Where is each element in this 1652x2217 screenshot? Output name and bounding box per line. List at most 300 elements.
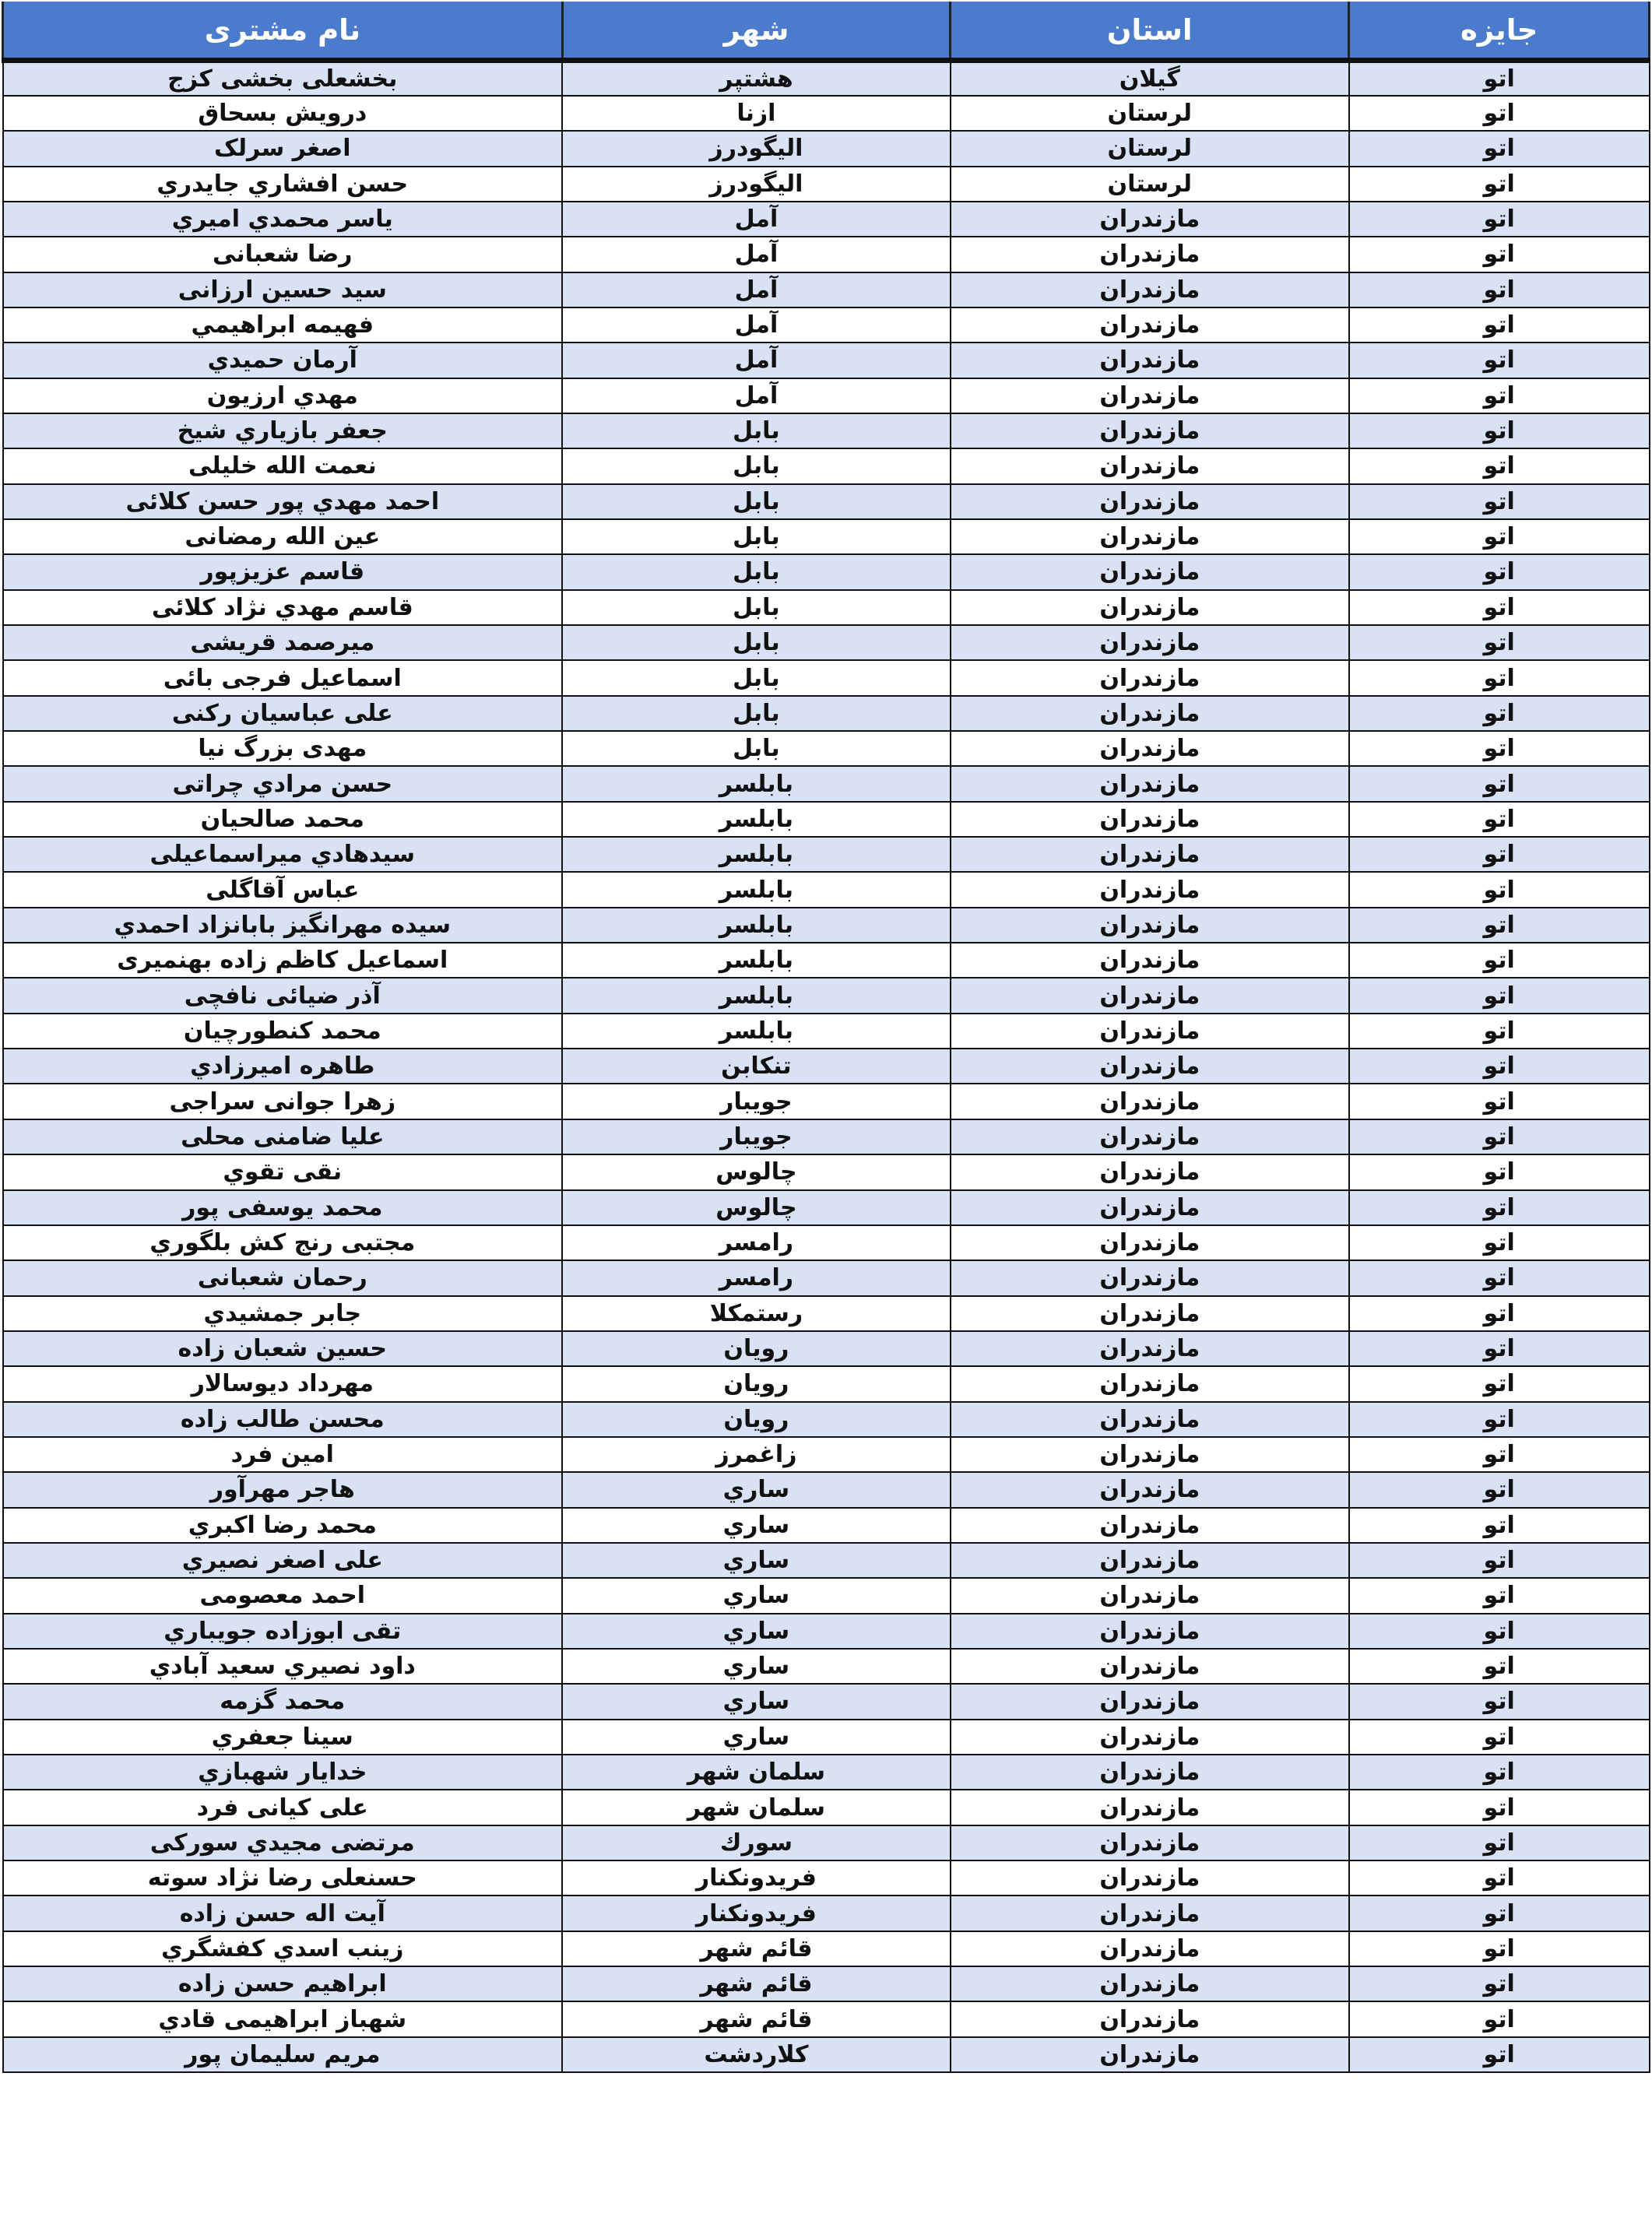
cell-name[interactable] <box>3 1790 563 1825</box>
cell-prize[interactable] <box>1349 1649 1650 1684</box>
cell-province-text: مازندران <box>1099 1052 1200 1080</box>
table-row <box>3 1366 1650 1401</box>
cell-name-text: علی اصغر نصيري <box>181 1547 383 1575</box>
table-row <box>3 202 1650 237</box>
cell-city[interactable] <box>562 1119 951 1154</box>
table-row <box>3 943 1650 978</box>
cell-prize[interactable] <box>1349 978 1650 1013</box>
cell-province[interactable] <box>951 1014 1349 1049</box>
cell-prize[interactable] <box>1349 731 1650 766</box>
cell-province[interactable] <box>951 1931 1349 1966</box>
cell-prize[interactable] <box>1349 1014 1650 1049</box>
header-city[interactable] <box>562 2 951 61</box>
cell-prize[interactable] <box>1349 660 1650 695</box>
cell-city[interactable] <box>562 1790 951 1825</box>
header-province[interactable] <box>951 2 1349 61</box>
cell-prize[interactable] <box>1349 1154 1650 1189</box>
cell-prize-text: اتو <box>1483 1123 1515 1151</box>
cell-city[interactable] <box>562 1402 951 1437</box>
cell-name[interactable] <box>3 1543 563 1578</box>
cell-province-text: مازندران <box>1099 947 1200 975</box>
cell-prize[interactable] <box>1349 484 1650 519</box>
cell-city[interactable] <box>562 237 951 272</box>
cell-name[interactable] <box>3 590 563 625</box>
cell-city-text: اليگودرز <box>709 135 803 163</box>
cell-name[interactable] <box>3 1049 563 1084</box>
cell-province[interactable] <box>951 1049 1349 1084</box>
cell-city[interactable] <box>562 802 951 837</box>
cell-name[interactable] <box>3 802 563 837</box>
cell-prize[interactable] <box>1349 1296 1650 1331</box>
cell-city[interactable] <box>562 1825 951 1860</box>
cell-province[interactable] <box>951 519 1349 554</box>
cell-name[interactable] <box>3 978 563 1013</box>
cell-province[interactable] <box>951 1825 1349 1860</box>
cell-city[interactable] <box>562 731 951 766</box>
cell-city-text: بابلسر <box>719 805 794 833</box>
cell-city-text: ساري <box>722 1511 790 1539</box>
cell-name[interactable] <box>3 1366 563 1401</box>
cell-province-text: مازندران <box>1099 1087 1200 1116</box>
cell-province[interactable] <box>951 660 1349 695</box>
cell-city[interactable] <box>562 625 951 660</box>
cell-province-text: مازندران <box>1099 206 1200 234</box>
cell-prize[interactable] <box>1349 554 1650 589</box>
cell-name[interactable] <box>3 837 563 872</box>
cell-province-text: مازندران <box>1099 982 1200 1010</box>
cell-city-text: فريدونکنار <box>695 1899 817 1927</box>
cell-prize[interactable] <box>1349 167 1650 202</box>
cell-name[interactable] <box>3 1578 563 1613</box>
cell-province[interactable] <box>951 1154 1349 1189</box>
cell-name[interactable] <box>3 766 563 801</box>
cell-prize[interactable] <box>1349 908 1650 943</box>
cell-prize-text: اتو <box>1483 1829 1515 1857</box>
cell-prize[interactable] <box>1349 837 1650 872</box>
cell-prize[interactable] <box>1349 1366 1650 1401</box>
cell-name[interactable] <box>3 554 563 589</box>
table-row <box>3 307 1650 343</box>
cell-prize-text: اتو <box>1483 1405 1515 1433</box>
cell-province[interactable] <box>951 1720 1349 1755</box>
cell-prize[interactable] <box>1349 1755 1650 1790</box>
cell-prize-text: اتو <box>1483 523 1515 551</box>
cell-name[interactable] <box>3 1614 563 1649</box>
cell-name-text: امين فرد <box>230 1441 334 1469</box>
cell-city[interactable] <box>562 1190 951 1225</box>
cell-province-text: مازندران <box>1099 487 1200 515</box>
header-prize[interactable] <box>1349 2 1650 61</box>
cell-prize-text: اتو <box>1483 558 1515 586</box>
cell-name[interactable] <box>3 1508 563 1543</box>
cell-province[interactable] <box>951 1437 1349 1472</box>
cell-province[interactable] <box>951 1790 1349 1825</box>
cell-city[interactable] <box>562 1366 951 1401</box>
cell-prize[interactable] <box>1349 519 1650 554</box>
cell-prize[interactable] <box>1349 343 1650 378</box>
cell-name[interactable] <box>3 660 563 695</box>
cell-prize-text: اتو <box>1483 876 1515 904</box>
cell-city[interactable] <box>562 2037 951 2072</box>
cell-city[interactable] <box>562 908 951 943</box>
cell-province[interactable] <box>951 378 1349 413</box>
cell-name[interactable] <box>3 1825 563 1860</box>
cell-prize[interactable] <box>1349 1720 1650 1755</box>
cell-city[interactable] <box>562 1578 951 1613</box>
cell-city[interactable] <box>562 1966 951 2001</box>
cell-prize[interactable] <box>1349 61 1650 96</box>
cell-city[interactable] <box>562 978 951 1013</box>
cell-name-text: هاجر مهرآور <box>209 1476 355 1504</box>
cell-name[interactable] <box>3 1860 563 1896</box>
cell-prize-text: اتو <box>1483 346 1515 374</box>
cell-name-text: سيده مهرانگيز بابانزاد احمدي <box>114 911 452 939</box>
cell-name[interactable] <box>3 167 563 202</box>
table-row <box>3 1119 1650 1154</box>
cell-prize[interactable] <box>1349 2001 1650 2036</box>
cell-name-text: نقی تقوي <box>223 1158 343 1186</box>
cell-city[interactable] <box>562 1543 951 1578</box>
cell-province[interactable] <box>951 1260 1349 1295</box>
cell-province[interactable] <box>951 802 1349 837</box>
cell-city[interactable] <box>562 484 951 519</box>
cell-province[interactable] <box>951 272 1349 307</box>
cell-city[interactable] <box>562 131 951 166</box>
cell-prize[interactable] <box>1349 378 1650 413</box>
cell-city[interactable] <box>562 96 951 131</box>
cell-name[interactable] <box>3 1190 563 1225</box>
cell-city[interactable] <box>562 660 951 695</box>
cell-city-text: اليگودرز <box>709 170 803 198</box>
cell-province[interactable] <box>951 1578 1349 1613</box>
cell-name[interactable] <box>3 1331 563 1366</box>
cell-province-text: مازندران <box>1099 1229 1200 1257</box>
cell-province[interactable] <box>951 1296 1349 1331</box>
cell-name[interactable] <box>3 519 563 554</box>
cell-city[interactable] <box>562 519 951 554</box>
cell-province[interactable] <box>951 343 1349 378</box>
cell-name[interactable] <box>3 1296 563 1331</box>
cell-name-text: ابراهيم حسن زاده <box>178 1970 387 1998</box>
cell-name-text: محمد گزمه <box>220 1688 346 1716</box>
cell-city[interactable] <box>562 2001 951 2036</box>
cell-city[interactable] <box>562 1154 951 1189</box>
cell-prize[interactable] <box>1349 237 1650 272</box>
cell-city[interactable] <box>562 448 951 483</box>
cell-prize[interactable] <box>1349 1331 1650 1366</box>
cell-city[interactable] <box>562 1472 951 1507</box>
cell-province[interactable] <box>951 1649 1349 1684</box>
cell-prize[interactable] <box>1349 272 1650 307</box>
cell-prize[interactable] <box>1349 1225 1650 1260</box>
cell-prize[interactable] <box>1349 1825 1650 1860</box>
cell-city[interactable] <box>562 554 951 589</box>
cell-province[interactable] <box>951 1119 1349 1154</box>
cell-province[interactable] <box>951 1190 1349 1225</box>
cell-prize[interactable] <box>1349 1614 1650 1649</box>
cell-city[interactable] <box>562 1331 951 1366</box>
table-row <box>3 802 1650 837</box>
table-row <box>3 2037 1650 2072</box>
table-row <box>3 1720 1650 1755</box>
cell-name[interactable] <box>3 307 563 343</box>
cell-city[interactable] <box>562 167 951 202</box>
cell-province[interactable] <box>951 2037 1349 2072</box>
cell-name[interactable] <box>3 1896 563 1931</box>
cell-city[interactable] <box>562 272 951 307</box>
cell-city-text: بابل <box>733 699 780 727</box>
cell-prize[interactable] <box>1349 696 1650 731</box>
cell-city[interactable] <box>562 1014 951 1049</box>
cell-name-text: مجتبی رنج کش بلگوري <box>149 1229 416 1257</box>
cell-prize[interactable] <box>1349 1437 1650 1472</box>
cell-city[interactable] <box>562 590 951 625</box>
cell-name[interactable] <box>3 1014 563 1049</box>
cell-province-text: مازندران <box>1099 346 1200 374</box>
cell-city[interactable] <box>562 307 951 343</box>
cell-prize[interactable] <box>1349 1860 1650 1896</box>
cell-name[interactable] <box>3 131 563 166</box>
cell-province[interactable] <box>951 1402 1349 1437</box>
cell-name-text: قاسم عزيزپور <box>200 558 365 586</box>
cell-name[interactable] <box>3 1437 563 1472</box>
cell-name[interactable] <box>3 2001 563 2036</box>
cell-prize[interactable] <box>1349 1402 1650 1437</box>
cell-name[interactable] <box>3 448 563 483</box>
cell-prize[interactable] <box>1349 96 1650 131</box>
cell-prize[interactable] <box>1349 1472 1650 1507</box>
cell-name[interactable] <box>3 1720 563 1755</box>
cell-prize-text: اتو <box>1483 381 1515 409</box>
cell-province[interactable] <box>951 131 1349 166</box>
cell-city-text: چالوس <box>715 1193 797 1221</box>
cell-city[interactable] <box>562 1296 951 1331</box>
cell-prize[interactable] <box>1349 872 1650 907</box>
cell-name[interactable] <box>3 1225 563 1260</box>
cell-name[interactable] <box>3 943 563 978</box>
cell-name[interactable] <box>3 378 563 413</box>
cell-province[interactable] <box>951 202 1349 237</box>
cell-city[interactable] <box>562 696 951 731</box>
table-row <box>3 1508 1650 1543</box>
cell-prize[interactable] <box>1349 1931 1650 1966</box>
cell-province[interactable] <box>951 731 1349 766</box>
cell-name[interactable] <box>3 1931 563 1966</box>
cell-prize[interactable] <box>1349 1190 1650 1225</box>
table-row <box>3 1437 1650 1472</box>
cell-city-text: رويان <box>723 1370 789 1398</box>
cell-province[interactable] <box>951 1966 1349 2001</box>
cell-province[interactable] <box>951 625 1349 660</box>
table-row <box>3 1931 1650 1966</box>
cell-province[interactable] <box>951 448 1349 483</box>
cell-province-text: مازندران <box>1099 911 1200 939</box>
cell-province[interactable] <box>951 1684 1349 1719</box>
cell-prize[interactable] <box>1349 1119 1650 1154</box>
cell-province[interactable] <box>951 1755 1349 1790</box>
cell-prize[interactable] <box>1349 1260 1650 1295</box>
header-prize-label: جایزه <box>1460 12 1538 47</box>
cell-name[interactable] <box>3 343 563 378</box>
cell-city[interactable] <box>562 202 951 237</box>
cell-prize-text: اتو <box>1483 206 1515 234</box>
cell-name[interactable] <box>3 61 563 96</box>
cell-province[interactable] <box>951 696 1349 731</box>
cell-name[interactable] <box>3 413 563 448</box>
cell-name[interactable] <box>3 1402 563 1437</box>
cell-city[interactable] <box>562 1084 951 1119</box>
table-row <box>3 978 1650 1013</box>
cell-city[interactable] <box>562 1260 951 1295</box>
cell-city[interactable] <box>562 413 951 448</box>
cell-province[interactable] <box>951 1508 1349 1543</box>
cell-province[interactable] <box>951 1896 1349 1931</box>
cell-province[interactable] <box>951 908 1349 943</box>
cell-prize[interactable] <box>1349 1790 1650 1825</box>
cell-province-text: مازندران <box>1099 452 1200 480</box>
cell-city[interactable] <box>562 1049 951 1084</box>
table-row <box>3 1402 1650 1437</box>
cell-city[interactable] <box>562 1508 951 1543</box>
cell-city-text: بابل <box>733 452 780 480</box>
cell-name[interactable] <box>3 625 563 660</box>
cell-city[interactable] <box>562 1755 951 1790</box>
cell-city-text: آمل <box>734 381 779 409</box>
cell-name[interactable] <box>3 484 563 519</box>
cell-name[interactable] <box>3 2037 563 2072</box>
cell-province-text: مازندران <box>1099 1370 1200 1398</box>
cell-name[interactable] <box>3 237 563 272</box>
cell-city[interactable] <box>562 1614 951 1649</box>
cell-name-text: مهدی بزرگ نيا <box>198 735 367 763</box>
cell-city[interactable] <box>562 1896 951 1931</box>
cell-prize-text: اتو <box>1483 699 1515 727</box>
cell-prize[interactable] <box>1349 625 1650 660</box>
cell-name-text: سينا جعفري <box>211 1723 353 1751</box>
cell-province[interactable] <box>951 167 1349 202</box>
cell-city[interactable] <box>562 1684 951 1719</box>
cell-prize[interactable] <box>1349 2037 1650 2072</box>
cell-province[interactable] <box>951 96 1349 131</box>
cell-city[interactable] <box>562 378 951 413</box>
cell-name[interactable] <box>3 731 563 766</box>
cell-province[interactable] <box>951 766 1349 801</box>
cell-province[interactable] <box>951 61 1349 96</box>
cell-city[interactable] <box>562 1720 951 1755</box>
cell-province[interactable] <box>951 1472 1349 1507</box>
cell-name[interactable] <box>3 96 563 131</box>
cell-city-text: بابلسر <box>719 982 794 1010</box>
cell-province[interactable] <box>951 978 1349 1013</box>
cell-prize-text: اتو <box>1483 770 1515 798</box>
cell-prize[interactable] <box>1349 1049 1650 1084</box>
cell-province[interactable] <box>951 872 1349 907</box>
cell-province[interactable] <box>951 1543 1349 1578</box>
cell-city[interactable] <box>562 766 951 801</box>
cell-prize[interactable] <box>1349 1896 1650 1931</box>
cell-prize-text: اتو <box>1483 1017 1515 1045</box>
cell-prize[interactable] <box>1349 1966 1650 2001</box>
cell-city[interactable] <box>562 943 951 978</box>
cell-province[interactable] <box>951 1084 1349 1119</box>
cell-city[interactable] <box>562 1649 951 1684</box>
cell-prize[interactable] <box>1349 1684 1650 1719</box>
cell-prize[interactable] <box>1349 131 1650 166</box>
cell-prize[interactable] <box>1349 802 1650 837</box>
cell-name[interactable] <box>3 1966 563 2001</box>
cell-name[interactable] <box>3 202 563 237</box>
cell-name[interactable] <box>3 1649 563 1684</box>
cell-province[interactable] <box>951 413 1349 448</box>
cell-city[interactable] <box>562 61 951 96</box>
cell-prize[interactable] <box>1349 1508 1650 1543</box>
cell-name[interactable] <box>3 908 563 943</box>
cell-name[interactable] <box>3 872 563 907</box>
cell-prize[interactable] <box>1349 943 1650 978</box>
cell-province[interactable] <box>951 1225 1349 1260</box>
cell-city[interactable] <box>562 837 951 872</box>
cell-city-text: جويبار <box>720 1087 793 1116</box>
header-name[interactable] <box>3 2 563 61</box>
cell-name[interactable] <box>3 272 563 307</box>
table-row <box>3 237 1650 272</box>
cell-province[interactable] <box>951 307 1349 343</box>
cell-province[interactable] <box>951 1614 1349 1649</box>
table-row <box>3 1825 1650 1860</box>
cell-city[interactable] <box>562 1225 951 1260</box>
cell-name[interactable] <box>3 1119 563 1154</box>
cell-prize[interactable] <box>1349 590 1650 625</box>
cell-province[interactable] <box>951 590 1349 625</box>
cell-prize[interactable] <box>1349 448 1650 483</box>
cell-city[interactable] <box>562 1437 951 1472</box>
cell-province-text: مازندران <box>1099 558 1200 586</box>
cell-province[interactable] <box>951 1366 1349 1401</box>
cell-province[interactable] <box>951 837 1349 872</box>
cell-province[interactable] <box>951 1860 1349 1896</box>
cell-name[interactable] <box>3 1084 563 1119</box>
cell-prize[interactable] <box>1349 202 1650 237</box>
cell-prize[interactable] <box>1349 307 1650 343</box>
cell-province[interactable] <box>951 484 1349 519</box>
cell-province[interactable] <box>951 1331 1349 1366</box>
cell-prize[interactable] <box>1349 1578 1650 1613</box>
cell-city[interactable] <box>562 1931 951 1966</box>
cell-province[interactable] <box>951 554 1349 589</box>
cell-prize[interactable] <box>1349 413 1650 448</box>
cell-city[interactable] <box>562 343 951 378</box>
cell-name[interactable] <box>3 1472 563 1507</box>
cell-prize-text: اتو <box>1483 911 1515 939</box>
cell-province[interactable] <box>951 943 1349 978</box>
cell-name[interactable] <box>3 1154 563 1189</box>
cell-name[interactable] <box>3 1684 563 1719</box>
cell-prize[interactable] <box>1349 766 1650 801</box>
cell-name[interactable] <box>3 696 563 731</box>
cell-name-text: بخشعلی بخشی کزج <box>167 65 398 93</box>
cell-city[interactable] <box>562 1860 951 1896</box>
cell-name-text: حسن مرادي چراتی <box>172 770 393 798</box>
cell-prize[interactable] <box>1349 1084 1650 1119</box>
table-row <box>3 837 1650 872</box>
cell-prize[interactable] <box>1349 1543 1650 1578</box>
cell-province[interactable] <box>951 237 1349 272</box>
cell-city[interactable] <box>562 872 951 907</box>
cell-name[interactable] <box>3 1260 563 1295</box>
cell-name[interactable] <box>3 1755 563 1790</box>
table-row <box>3 731 1650 766</box>
cell-province[interactable] <box>951 2001 1349 2036</box>
